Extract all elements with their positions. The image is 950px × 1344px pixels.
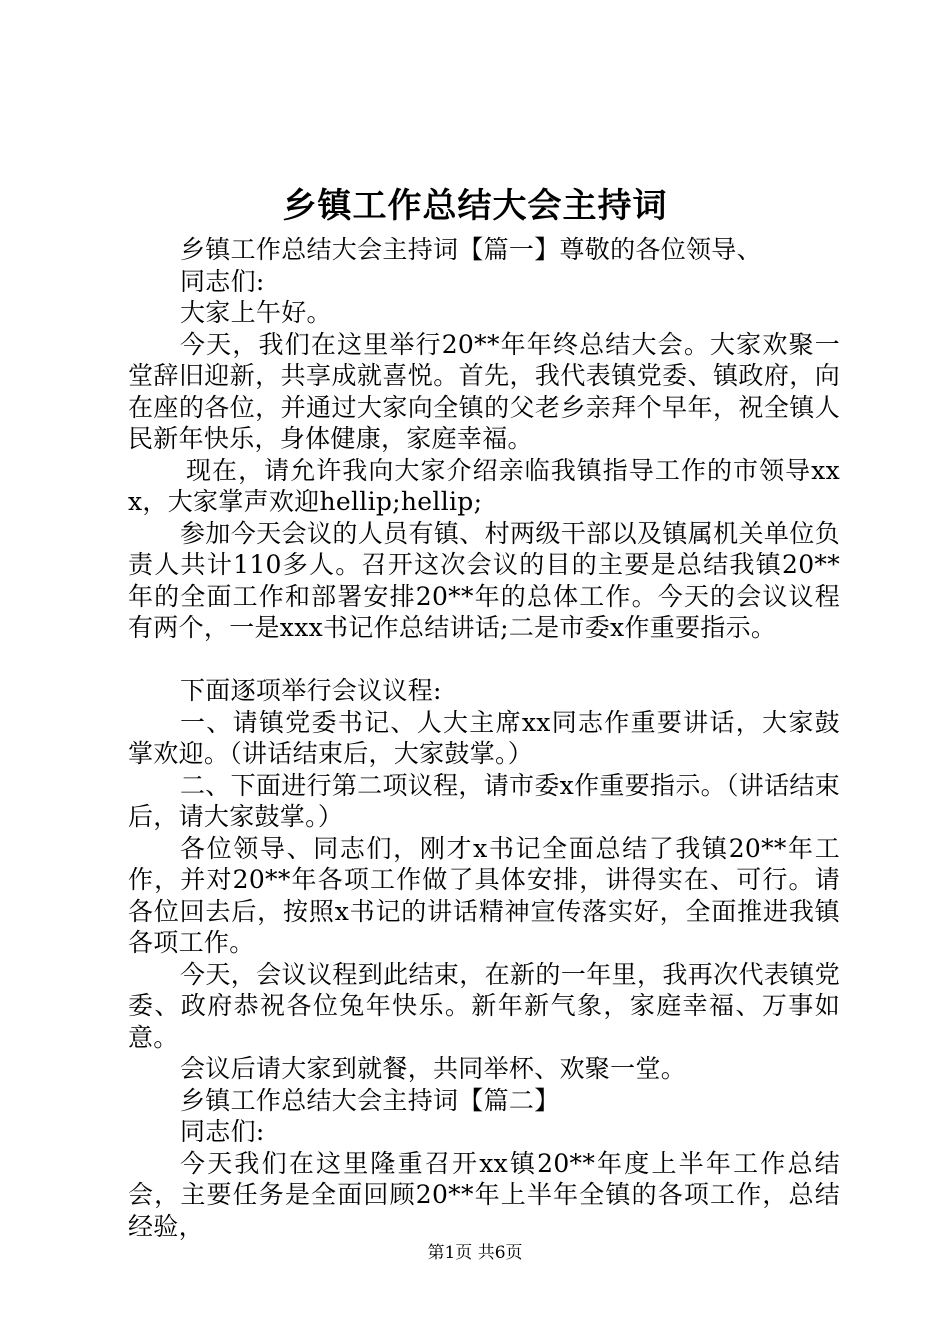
paragraph-attendees: 参加今天会议的人员有镇、村两级干部以及镇属机关单位负责人共计110多人。召开这次会议的目的主要是总结我镇20**年的全面工作和部署安排20**年的总体工作。今天的会议议程有两个，一是xxx书记作总结讲话;二是市委x作重要指示。 [128, 518, 840, 642]
paragraph-agenda-intro: 下面逐项举行会议议程: [180, 676, 442, 705]
paragraph-greeting: 大家上午好。 [180, 298, 332, 327]
paragraph-introduce-leader: 现在，请允许我向大家介绍亲临我镇指导工作的市领导xxx，大家掌声欢迎hellip;hellip; [128, 455, 840, 516]
paragraph-salutation: 同志们: [180, 266, 265, 296]
paragraph-agenda-item-1: 一、请镇党委书记、人大主席xx同志作重要讲话，大家鼓掌欢迎。（讲话结束后，大家鼓掌。） [128, 707, 840, 768]
paragraph-summary: 各位领导、同志们，刚才x书记全面总结了我镇20**年工作，并对20**年各项工作做了具体安排，讲得实在、可行。请各位回去后，按照x书记的讲话精神宣传落实好，全面推进我镇各项工作。 [128, 833, 840, 957]
paragraph-closing: 今天，会议议程到此结束，在新的一年里，我再次代表镇党委、政府恭祝各位兔年快乐。新年新气象，家庭幸福、万事如意。 [128, 959, 840, 1052]
document-body [128, 234, 840, 1242]
paragraph-dinner: 会议后请大家到就餐，共同举杯、欢聚一堂。 [180, 1054, 687, 1083]
page-indicator: 第1页 共6页 [427, 1243, 523, 1263]
paragraph-section-2-opening: 今天我们在这里隆重召开xx镇20**年度上半年工作总结会，主要任务是全面回顾20**年上半年全镇的各项工作，总结经验， [128, 1148, 840, 1241]
paragraph-intro: 乡镇工作总结大会主持词【篇一】尊敬的各位领导、 [180, 235, 762, 264]
paragraph-section-2-salutation: 同志们: [180, 1117, 265, 1146]
paragraph-section-2-heading: 乡镇工作总结大会主持词【篇二】 [180, 1085, 560, 1115]
document-title: 乡镇工作总结大会主持词 [282, 186, 668, 226]
paragraph-opening: 今天，我们在这里举行20**年年终总结大会。大家欢聚一堂辞旧迎新，共享成就喜悦。首先，我代表镇党委、镇政府，向在座的各位，并通过大家向全镇的父老乡亲拜个早年，祝全镇人民新年快乐，身体健康，家庭幸福。 [128, 329, 840, 453]
paragraph-agenda-item-2: 二、下面进行第二项议程，请市委x作重要指示。（讲话结束后，请大家鼓掌。） [128, 770, 840, 831]
